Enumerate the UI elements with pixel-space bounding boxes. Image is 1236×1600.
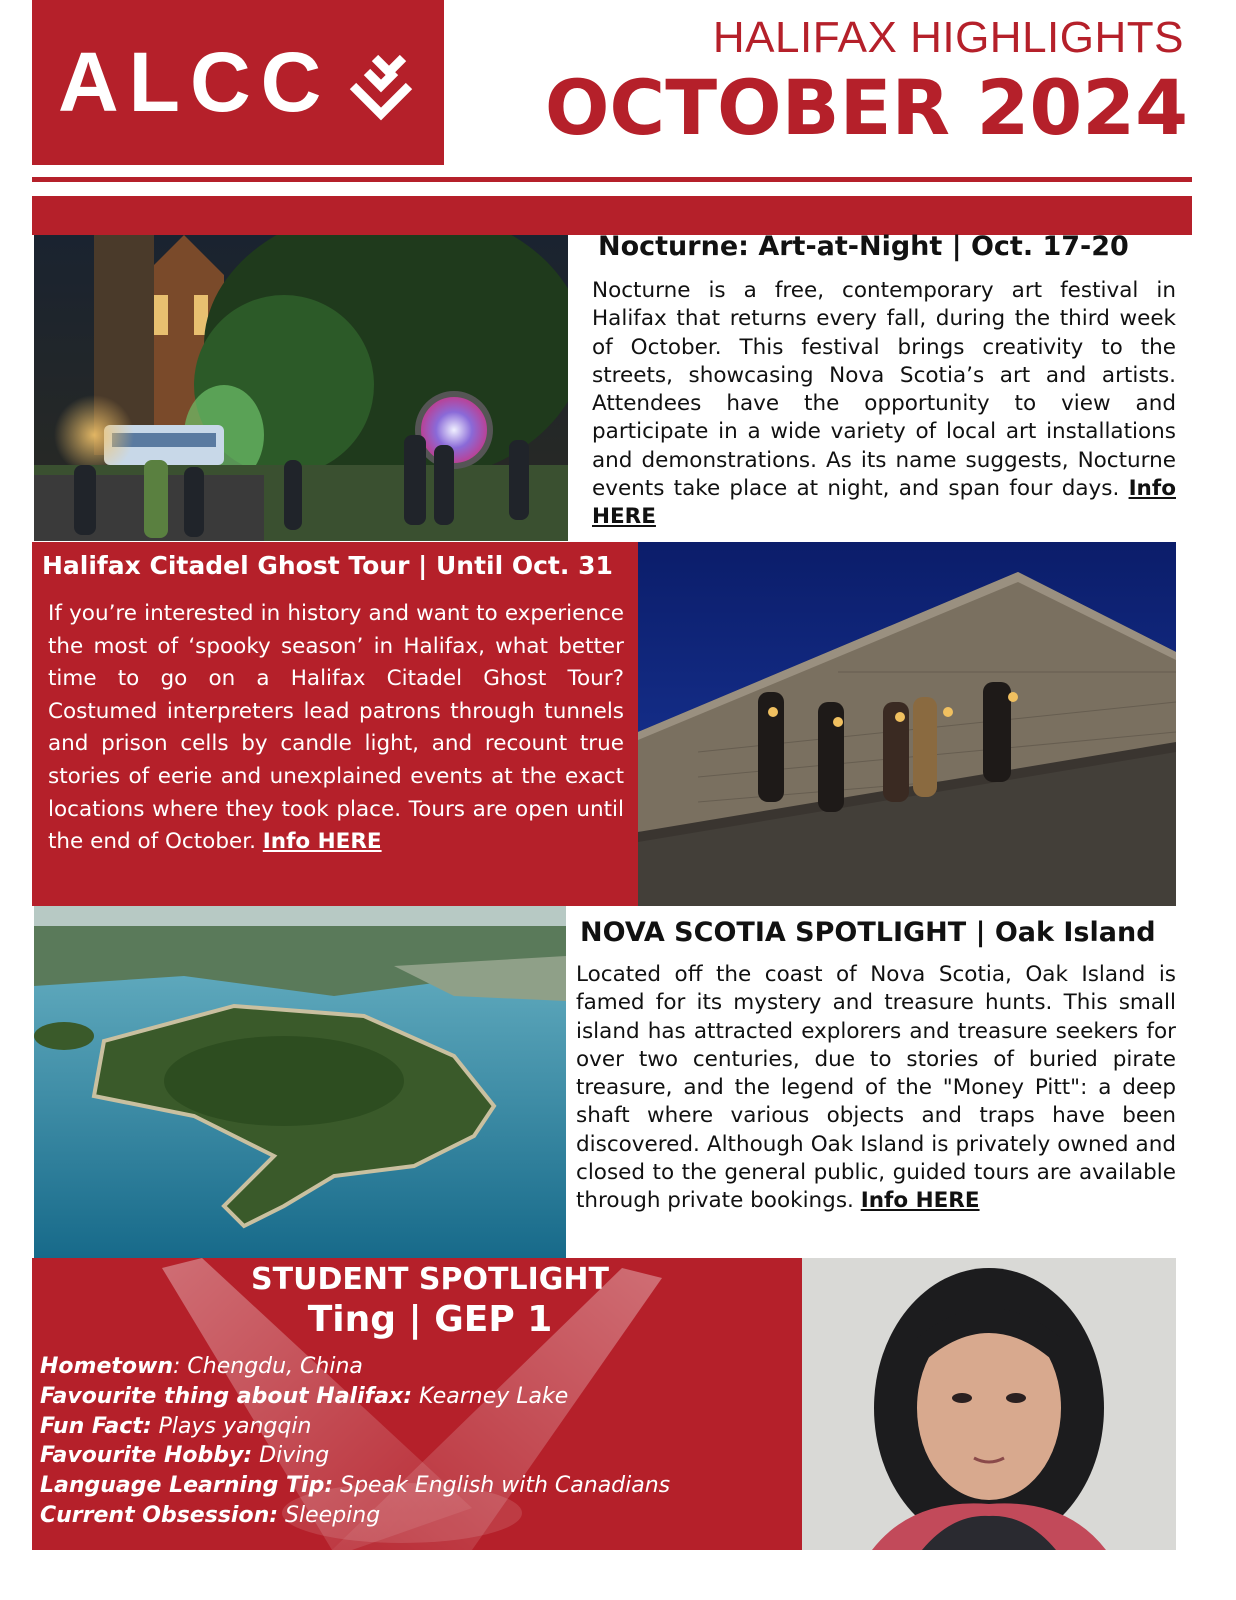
fact-current-obsession: Current Obsession: Sleeping	[40, 1502, 381, 1528]
fact-fun-fact: Fun Fact: Plays yangqin	[40, 1413, 312, 1439]
nocturne-info-link[interactable]: Info HERE	[592, 476, 1176, 530]
oak-island-info-link[interactable]: Info HERE	[860, 1188, 980, 1214]
fact-favourite-hobby: Favourite Hobby: Diving	[40, 1443, 330, 1469]
nocturne-description: Nocturne is a free, contemporary art festival in Halifax that returns every fall, during the third week of October. This festival brings creativity to the streets, showcasing Nova Scotia’s art and artists. Attendees have the opportunity to view and participate in a wide variety of local art installations and demonstrations. As its name suggests, Nocturne events take place at night, and span four days.	[592, 278, 1176, 502]
student-spotlight-heading: STUDENT SPOTLIGHT	[251, 1262, 609, 1297]
ghost-tour-body	[48, 598, 624, 859]
fact-favourite-thing: Favourite thing about Halifax: Kearney Lake	[40, 1383, 569, 1409]
student-portrait-photo	[802, 1258, 1176, 1550]
ghost-tour-info-link[interactable]: Info HERE	[262, 829, 382, 855]
oak-island-body	[576, 961, 1176, 1216]
newsletter-headline: OCTOBER 2024	[544, 63, 1188, 152]
fact-language-tip: Language Learning Tip: Speak English with Canadians	[40, 1473, 671, 1499]
night-festival-photo	[34, 235, 568, 541]
citadel-ghost-tour-photo	[638, 542, 1176, 906]
ghost-tour-title: Halifax Citadel Ghost Tour | Until Oct. 31	[42, 551, 613, 580]
ghost-tour-description: If you’re interested in history and want to experience the most of ‘spooky season’ in Halifax, what better time to go on a Halifax Citadel Ghost Tour? Costumed interpreters lead patrons through tunnels and prison cells by candle light, and recount true stories of eerie and unexplained events at the exact locations where they took place. Tours are open until the end of October.	[48, 601, 624, 855]
student-name: Ting | GEP 1	[307, 1299, 553, 1340]
logo-chevron-icon	[345, 50, 417, 122]
oak-island-title: NOVA SCOTIA SPOTLIGHT | Oak Island	[580, 917, 1156, 948]
header-rule-thin	[32, 177, 1192, 182]
oak-island-description: Located off the coast of Nova Scotia, Oak Island is famed for its mystery and treasure hunts. This small island has attracted explorers and treasure seekers for over two centuries, due to stories of buried pirate treasure, and the legend of the "Money Pitt": a deep shaft where various objects and traps have been discovered. Although Oak Island is privately owned and closed to the general public, guided tours are available through private bookings.	[576, 962, 1176, 1214]
student-facts-list	[40, 1352, 780, 1531]
nocturne-title: Nocturne: Art-at-Night | Oct. 17-20	[598, 231, 1129, 262]
nocturne-body	[592, 277, 1176, 532]
header-rule-thick	[32, 196, 1192, 235]
oak-island-aerial-photo	[34, 906, 566, 1258]
logo-wordmark: ALCC	[58, 35, 332, 129]
fact-hometown: Hometown: Chengdu, China	[40, 1354, 363, 1379]
newsletter-kicker: HALIFAX HIGHLIGHTS	[712, 13, 1184, 62]
